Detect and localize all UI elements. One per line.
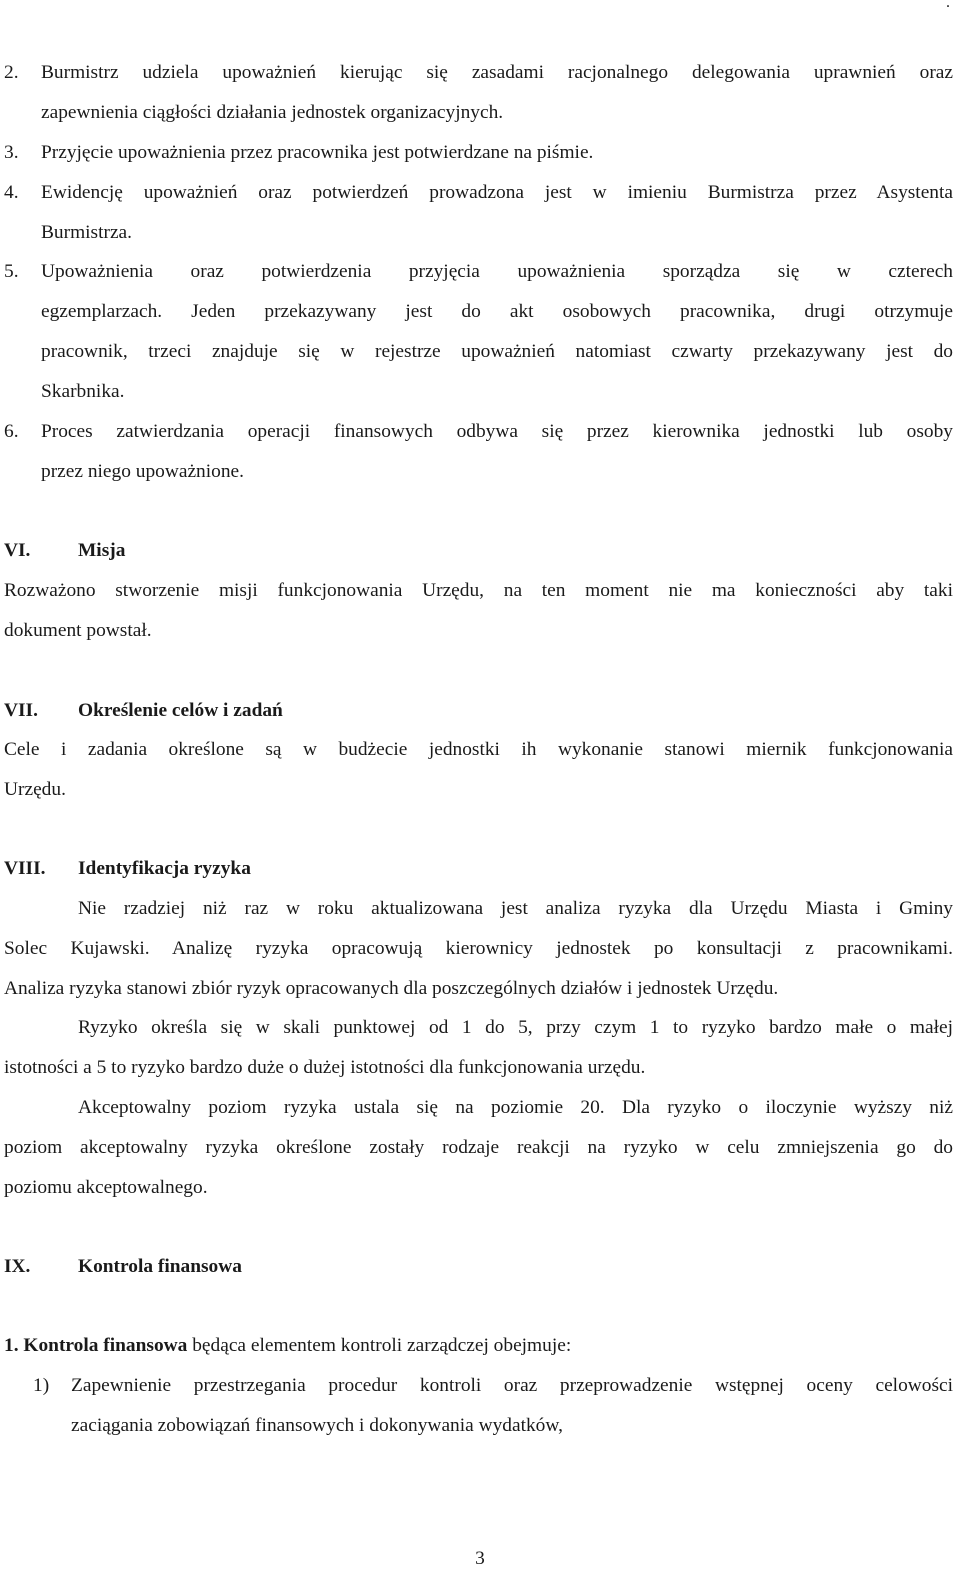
paragraph-line: poziom akceptowalny ryzyka określone zostały rodzaje reakcji na ryzyko w celu zmniejszenia go do [4,1137,953,1158]
section-number: VIII. [4,858,46,879]
list-item-number: 5. [4,261,19,282]
list-item-number: 6. [4,421,19,442]
corner-mark: . [946,0,950,11]
list-item-number: 3. [4,142,19,163]
section-number: IX. [4,1256,31,1277]
list-item-text: Burmistrz udziela upoważnień kierując się zasadami racjonalnego delegowania uprawnień oraz [41,62,953,83]
point-text: będąca elementem kontroli zarządczej obejmuje: [192,1335,572,1356]
subpoint-text: Zapewnienie przestrzegania procedur kontroli oraz przeprowadzenie wstępnej oceny celowości [71,1375,953,1396]
list-item-number: 4. [4,182,19,203]
list-item-text: przez niego upoważnione. [41,461,244,482]
paragraph-line: Urzędu. [4,779,66,800]
numbered-point [4,1333,571,1359]
page-number: 3 [475,1548,485,1569]
list-item-text: Burmistrza. [41,222,133,243]
paragraph-line: dokument powstał. [4,620,152,641]
list-item-number: 2. [4,62,19,83]
list-item-text: zapewnienia ciągłości działania jednostek organizacyjnych. [41,102,504,123]
list-item-text: pracownik, trzeci znajduje się w rejestrze upoważnień natomiast czwarty przekazywany jest do [41,341,953,362]
paragraph-line: Analiza ryzyka stanowi zbiór ryzyk opracowanych dla poszczególnych działów i jednostek Urzędu. [4,978,779,999]
paragraph-line: Akceptowalny poziom ryzyka ustala się na poziomie 20. Dla ryzyko o iloczynie wyższy niż [78,1097,953,1118]
paragraph-line: Cele i zadania określone są w budżecie jednostki ih wykonanie stanowi miernik funkcjonowania [4,739,953,760]
paragraph-line: istotności a 5 to ryzyko bardzo duże o dużej istotności dla funkcjonowania urzędu. [4,1057,646,1078]
subpoint-text: zaciągania zobowiązań finansowych i dokonywania wydatków, [71,1415,563,1436]
paragraph-line: Nie rzadziej niż raz w roku aktualizowana jest analiza ryzyka dla Urzędu Miasta i Gminy [78,898,953,919]
section-heading: Określenie celów i zadań [78,700,283,721]
section-heading: Identyfikacja ryzyka [78,858,251,879]
section-number: VI. [4,540,31,561]
paragraph-line: Rozważono stworzenie misji funkcjonowania Urzędu, na ten moment nie ma konieczności aby taki [4,580,953,601]
section-heading: Kontrola finansowa [78,1256,242,1277]
section-number: VII. [4,700,38,721]
list-item-text: Ewidencję upoważnień oraz potwierdzeń prowadzona jest w imieniu Burmistrza przez Asystenta [41,182,953,203]
subpoint-number: 1) [33,1375,50,1396]
list-item-text: Upoważnienia oraz potwierdzenia przyjęcia upoważnienia sporządza się w czterech [41,261,953,282]
paragraph-line: Solec Kujawski. Analizę ryzyka opracowują kierownicy jednostek po konsultacji z pracownikami. [4,938,953,959]
list-item-text: Przyjęcie upoważnienia przez pracownika jest potwierdzane na piśmie. [41,142,594,163]
list-item-text: Proces zatwierdzania operacji finansowych odbywa się przez kierownika jednostki lub osoby [41,421,953,442]
section-heading: Misja [78,540,126,561]
list-item-text: egzemplarzach. Jeden przekazywany jest do akt osobowych pracownika, drugi otrzymuje [41,301,953,322]
paragraph-line: Ryzyko określa się w skali punktowej od 1 do 5, przy czym 1 to ryzyko bardzo małe o małej [78,1017,953,1038]
list-item-text: Skarbnika. [41,381,125,402]
point-number: 1. [4,1335,19,1356]
paragraph-line: poziomu akceptowalnego. [4,1177,208,1198]
point-bold-label: Kontrola finansowa [23,1335,188,1356]
